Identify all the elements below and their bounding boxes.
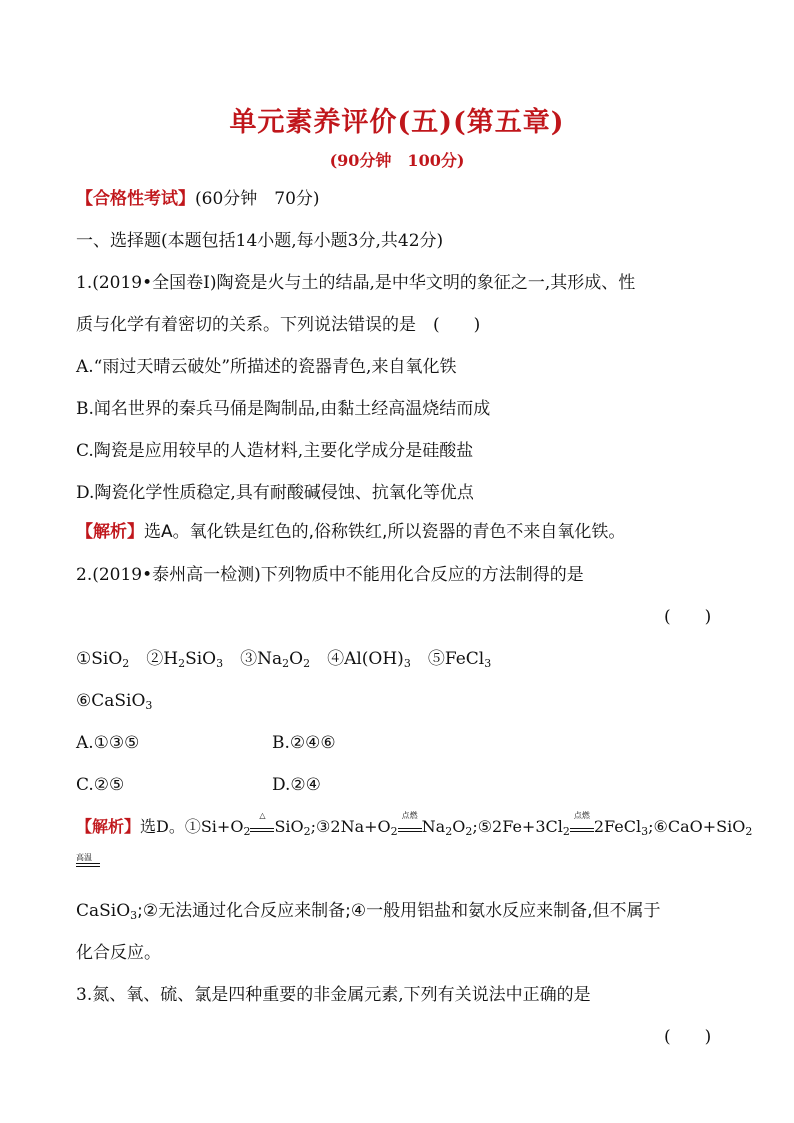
q1-option-a: A.“雨过天晴云破处”所描述的瓷器青色,来自氧化铁 xyxy=(76,357,457,377)
q2-items-line2: ⑥CaSiO$_3$ xyxy=(76,691,153,712)
q2-option-b: B.②④⑥ xyxy=(272,733,336,753)
page-title: 单元素养评价(五)(第五章) xyxy=(229,107,565,138)
q1-stem-line1: 1.(2019•全国卷Ⅰ)陶瓷是火与土的结晶,是中华文明的象征之一,其形成、性 xyxy=(76,273,636,293)
ignite-condition-arrow-2: 点燃 xyxy=(570,820,594,832)
q2-items-line1: ①SiO$_2$ $②H_2SiO_3$ $③Na_2O_2$ $④Al(OH)_3$ ⑤FeCl$_3$ xyxy=(76,649,492,670)
high-temp-condition-arrow: 高温 xyxy=(76,853,100,867)
q2-option-a: A.①③⑤ xyxy=(76,733,140,753)
q1-explanation xyxy=(76,520,625,544)
section-time: (60分钟 70分) xyxy=(195,189,320,209)
q3-stem-line1: 3.氮、氧、硫、氯是四种重要的非金属元素,下列有关说法中正确的是 xyxy=(76,985,591,1005)
q1-option-c: C.陶瓷是应用较早的人造材料,主要化学成分是硅酸盐 xyxy=(76,441,474,461)
q2-explanation-line1: 【解析】选D。$①Si+O_2$ △ $SiO_2;③2Na+O_2$ 点燃 $Na_2O_2;⑤2Fe+3Cl_2$ 点燃 2FeCl$_3$;⑥CaO+SiO$_2$ xyxy=(76,811,753,838)
heat-condition-arrow: △ xyxy=(250,820,274,832)
part-heading: 一、选择题(本题包括14小题,每小题3分,共42分) xyxy=(76,231,444,251)
q2-options-row1 xyxy=(76,731,139,755)
section-header xyxy=(76,187,320,211)
q1-explanation-tag: 【解析】 xyxy=(76,522,144,542)
q2-explanation-line2: CaSiO$_3$;②无法通过化合反应来制备;④一般用铝盐和氨水反应来制备,但不属于 xyxy=(76,901,661,922)
q1-option-b: B.闻名世界的秦兵马俑是陶制品,由黏土经高温烧结而成 xyxy=(76,399,491,419)
q1-option-d: D.陶瓷化学性质稳定,具有耐酸碱侵蚀、抗氧化等优点 xyxy=(76,483,474,503)
q2-option-d: D.②④ xyxy=(272,775,321,795)
q2-answer-paren: ( ) xyxy=(664,607,712,627)
q2-explanation-tag: 【解析】 xyxy=(76,817,141,836)
q1-explanation-text: 选A。氧化铁是红色的,俗称铁红,所以瓷器的青色不来自氧化铁。 xyxy=(144,522,626,542)
page-subtitle: (90分钟 100分) xyxy=(329,151,465,170)
q3-answer-paren: ( ) xyxy=(664,1027,712,1047)
section-tag: 【合格性考试】 xyxy=(76,189,195,209)
q2-explanation-line3: 化合反应。 xyxy=(76,943,161,963)
q2-stem-line1: 2.(2019•泰州高一检测)下列物质中不能用化合反应的方法制得的是 xyxy=(76,565,584,585)
q1-stem-line2: 质与化学有着密切的关系。下列说法错误的是 ( ) xyxy=(76,315,481,335)
q2-option-c: C.②⑤ xyxy=(76,775,125,795)
ignite-condition-arrow: 点燃 xyxy=(398,820,422,832)
